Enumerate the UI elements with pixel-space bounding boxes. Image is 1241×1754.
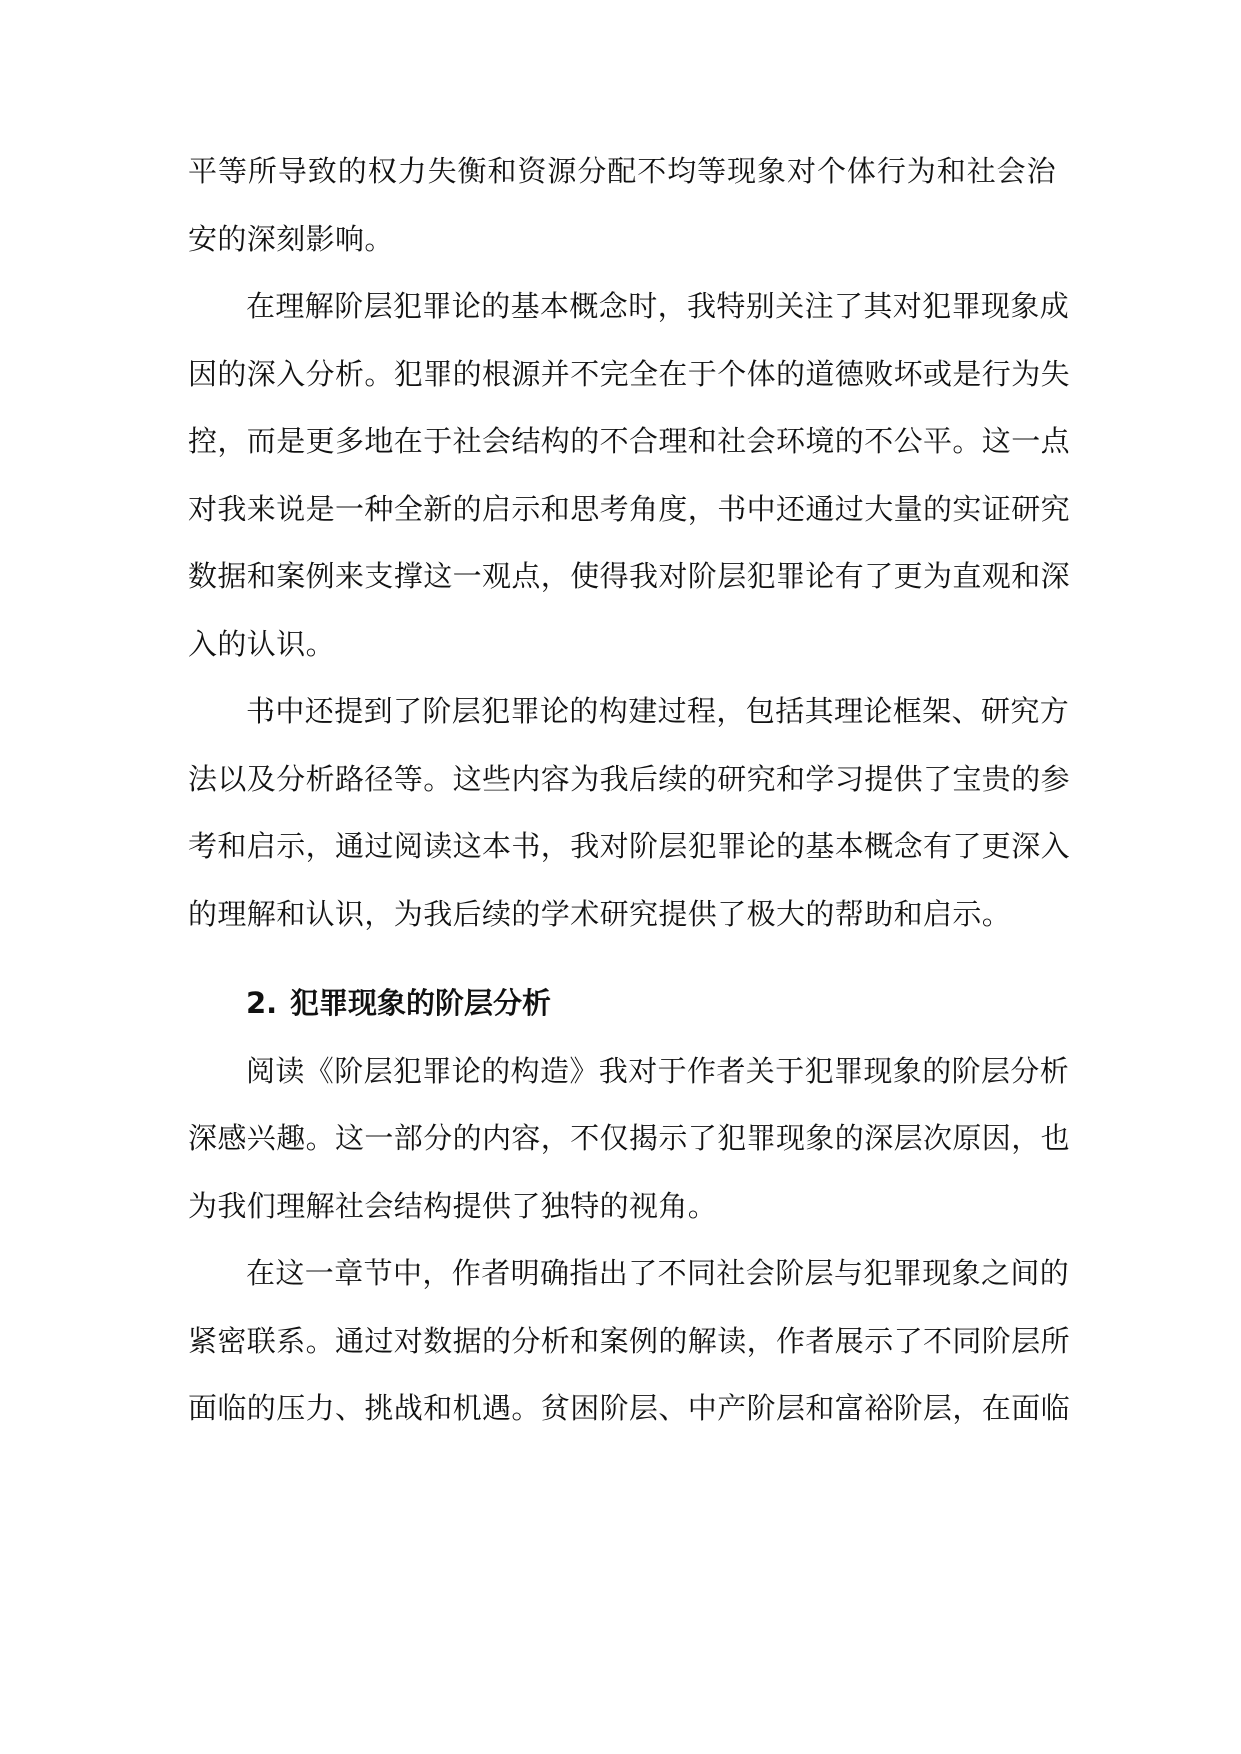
paragraph — [188, 678, 1071, 948]
text-line: 对我来说是一种全新的启示和思考角度，书中还通过大量的实证研究 — [188, 491, 1071, 526]
text-line: 为我们理解社会结构提供了独特的视角。 — [188, 1188, 718, 1223]
section-title: 犯罪现象的阶层分析 — [290, 986, 552, 1020]
paragraph — [188, 1240, 1071, 1443]
text-line: 面临的压力、挑战和机遇。贫困阶层、中产阶层和富裕阶层，在面临 — [188, 1391, 1071, 1425]
text-line: 入的认识。 — [188, 626, 336, 661]
section-heading — [188, 970, 1056, 1038]
section-number: 2. — [246, 986, 278, 1020]
text-line: 紧密联系。通过对数据的分析和案例的解读，作者展示了不同阶层所 — [188, 1323, 1071, 1358]
text-line: 考和启示，通过阅读这本书，我对阶层犯罪论的基本概念有了更深入 — [188, 829, 1071, 863]
section-gap — [188, 948, 1056, 970]
text-line: 在理解阶层犯罪论的基本概念时，我特别关注了其对犯罪现象成 — [246, 289, 1070, 323]
text-line: 的理解和认识，为我后续的学术研究提供了极大的帮助和启示。 — [188, 896, 1012, 931]
text-line: 安的深刻影响。 — [188, 221, 394, 256]
paragraph — [188, 1038, 1071, 1241]
paragraph — [188, 273, 1071, 678]
text-line: 因的深入分析。犯罪的根源并不完全在于个体的道德败坏或是行为失 — [188, 356, 1071, 391]
text-line: 深感兴趣。这一部分的内容，不仅揭示了犯罪现象的深层次原因，也 — [188, 1121, 1071, 1155]
text-line: 法以及分析路径等。这些内容为我后续的研究和学习提供了宝贵的参 — [188, 761, 1071, 796]
text-line: 数据和案例来支撑这一观点，使得我对阶层犯罪论有了更为直观和深 — [188, 559, 1071, 593]
text-line: 平等所导致的权力失衡和资源分配不均等现象对个体行为和社会治 — [188, 154, 1056, 188]
text-line: 控，而是更多地在于社会结构的不合理和社会环境的不公平。这一点 — [188, 424, 1071, 458]
text-line: 在这一章节中，作者明确指出了不同社会阶层与犯罪现象之间的 — [246, 1256, 1070, 1290]
paragraph — [188, 138, 1056, 273]
text-line: 阅读《阶层犯罪论的构造》我对于作者关于犯罪现象的阶层分析 — [246, 1053, 1070, 1088]
text-line: 书中还提到了阶层犯罪论的构建过程，包括其理论框架、研究方 — [246, 694, 1070, 728]
document-body — [188, 138, 1071, 1443]
